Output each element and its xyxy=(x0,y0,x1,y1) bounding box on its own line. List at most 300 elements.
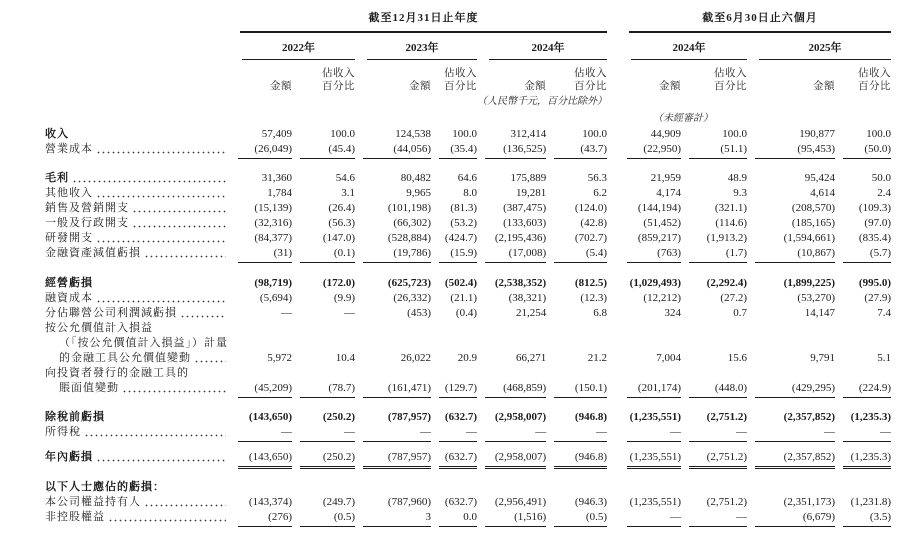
label-column-header xyxy=(45,12,230,33)
cell-pct-of-revenue: (27.9) xyxy=(864,292,891,304)
dot-leader xyxy=(144,254,226,258)
cell-amount: (276) xyxy=(230,510,292,527)
table-row xyxy=(45,159,891,186)
column-gap xyxy=(607,469,619,495)
cell-amount: — xyxy=(619,510,681,527)
table-row xyxy=(45,201,891,216)
cell-pct-of-revenue: (2,751.2) xyxy=(681,442,747,469)
column-gap xyxy=(607,231,619,246)
cell-amount xyxy=(619,336,681,351)
cell-amount: (2,357,852) xyxy=(747,442,835,469)
cell-amount: 26,022 xyxy=(400,352,431,364)
cell-pct-of-revenue: (448.0) xyxy=(681,381,747,398)
cell-pct-of-revenue: (502.4) xyxy=(444,277,477,289)
cell-pct-of-revenue: 56.3 xyxy=(587,172,607,184)
unaudited-note: （未經審計） xyxy=(653,113,713,124)
cell-amount: (763) xyxy=(619,246,681,263)
amount-header: 金額 xyxy=(659,81,681,92)
row-label: 其他收入 xyxy=(45,186,230,201)
cell-pct-of-revenue: (224.9) xyxy=(835,381,891,398)
cell-amount: (1,235,551) xyxy=(629,496,681,508)
table-row xyxy=(45,495,891,510)
table-row xyxy=(45,127,891,142)
cell-pct-of-revenue: (15.9) xyxy=(431,246,477,263)
cell-pct-of-revenue xyxy=(546,366,607,381)
cell-pct-of-revenue xyxy=(681,321,747,336)
cell-amount: (26,332) xyxy=(393,292,431,304)
cell-pct-of-revenue xyxy=(546,469,607,495)
cell-amount: 4,174 xyxy=(656,187,681,199)
cell-pct-of-revenue: 54.6 xyxy=(335,172,355,184)
cell-amount: 190,877 xyxy=(799,128,835,140)
cell-pct-of-revenue xyxy=(681,336,747,351)
cell-pct-of-revenue: (946.8) xyxy=(546,442,607,469)
cell-pct-of-revenue: (109.3) xyxy=(858,202,891,214)
column-gap xyxy=(607,306,619,321)
dot-leader xyxy=(96,239,226,243)
cell-amount: 312,414 xyxy=(510,128,547,140)
cell-amount xyxy=(477,469,546,495)
dot-leader xyxy=(194,359,226,363)
table-row xyxy=(45,142,891,159)
cell-amount xyxy=(747,366,835,381)
cell-amount: — xyxy=(619,425,681,442)
cell-amount: (387,475) xyxy=(503,202,547,214)
cell-pct-of-revenue: (35.4) xyxy=(431,142,477,159)
cell-pct-of-revenue: 20.9 xyxy=(457,352,477,364)
cell-amount xyxy=(619,469,681,495)
cell-amount: (2,958,007) xyxy=(477,442,546,469)
cell-amount: (10,867) xyxy=(747,246,835,263)
cell-pct-of-revenue xyxy=(835,366,891,381)
table-row xyxy=(45,425,891,442)
cell-pct-of-revenue: (0.1) xyxy=(292,246,355,263)
table-body xyxy=(45,127,891,527)
dot-leader xyxy=(122,389,226,393)
row-label: 融資成本 xyxy=(45,291,230,306)
cell-amount: 44,909 xyxy=(650,128,681,140)
table-row xyxy=(45,469,891,495)
cell-amount: 19,281 xyxy=(515,187,547,199)
cell-pct-of-revenue: (150.1) xyxy=(546,381,607,398)
cell-amount: (143,374) xyxy=(248,496,292,508)
cell-pct-of-revenue: 0.7 xyxy=(733,307,747,319)
cell-pct-of-revenue xyxy=(546,336,607,351)
cell-amount: (859,217) xyxy=(637,232,681,244)
cell-pct-of-revenue: (1,913.2) xyxy=(706,232,747,244)
cell-amount xyxy=(355,321,431,336)
column-gap xyxy=(607,442,619,469)
financial-table xyxy=(45,12,891,527)
cell-pct-of-revenue: 100.0 xyxy=(582,128,607,140)
table-row xyxy=(45,246,891,263)
cell-pct-of-revenue xyxy=(431,366,477,381)
table-row xyxy=(45,442,891,469)
cell-amount: 80,482 xyxy=(400,172,431,184)
cell-amount: (1,235,551) xyxy=(619,442,681,469)
cell-amount: (31) xyxy=(230,246,292,263)
cell-pct-of-revenue: (5.7) xyxy=(835,246,891,263)
cell-pct-of-revenue: 15.6 xyxy=(727,352,747,364)
cell-amount: 124,538 xyxy=(395,128,431,140)
cell-amount xyxy=(230,469,292,495)
cell-pct-of-revenue: (0.4) xyxy=(455,307,477,319)
cell-amount: 5,972 xyxy=(267,352,292,364)
pct-of-revenue-header: 佔收入 百分比 xyxy=(444,68,477,92)
column-gap xyxy=(607,425,619,442)
unaudited-note-row xyxy=(45,110,891,127)
cell-amount: (19,786) xyxy=(355,246,431,263)
cell-pct-of-revenue: (3.5) xyxy=(835,510,891,527)
row-label: 所得稅 xyxy=(45,425,230,440)
row-label: 除稅前虧損 xyxy=(45,411,105,423)
cell-pct-of-revenue: 6.2 xyxy=(593,187,607,199)
column-gap xyxy=(607,366,619,381)
cell-amount: (51,452) xyxy=(643,217,681,229)
cell-pct-of-revenue: (0.5) xyxy=(292,510,355,527)
column-gap xyxy=(607,12,619,33)
cell-amount: (2,956,491) xyxy=(494,496,547,508)
cell-pct-of-revenue: 0.0 xyxy=(431,510,477,527)
cell-amount xyxy=(355,336,431,351)
cell-pct-of-revenue: — xyxy=(431,425,477,442)
cell-pct-of-revenue: 2.4 xyxy=(877,187,891,199)
cell-pct-of-revenue: (946.8) xyxy=(574,411,607,423)
cell-amount: (528,884) xyxy=(387,232,431,244)
table-row xyxy=(45,216,891,231)
row-label: 收入 xyxy=(45,128,69,140)
table-row xyxy=(45,231,891,246)
cell-amount: (32,316) xyxy=(254,217,292,229)
amount-header: 金額 xyxy=(270,81,292,92)
column-gap xyxy=(607,127,619,142)
cell-amount: 57,409 xyxy=(261,128,292,140)
cell-pct-of-revenue xyxy=(292,336,355,351)
cell-amount: (26,049) xyxy=(230,142,292,159)
cell-pct-of-revenue: (702.7) xyxy=(574,232,607,244)
row-label: 營業成本 xyxy=(45,142,230,157)
cell-pct-of-revenue: 100.0 xyxy=(452,128,477,140)
column-gap xyxy=(607,246,619,263)
cell-pct-of-revenue: — xyxy=(835,425,891,442)
currency-note: （人民幣千元，百分比除外） xyxy=(477,96,607,107)
amount-header: 金額 xyxy=(524,81,547,92)
cell-pct-of-revenue: (26.4) xyxy=(328,202,355,214)
cell-pct-of-revenue: — xyxy=(292,425,355,442)
cell-pct-of-revenue: (50.0) xyxy=(835,142,891,159)
period-group-title: 截至6月30日止六個月 xyxy=(629,12,891,33)
cell-pct-of-revenue xyxy=(431,336,477,351)
cell-pct-of-revenue: (2,292.4) xyxy=(706,277,747,289)
year-header: 2024年 xyxy=(477,33,607,60)
cell-amount: (101,198) xyxy=(387,202,431,214)
amount-header: 金額 xyxy=(813,81,835,92)
cell-amount: (185,165) xyxy=(791,217,835,229)
cell-pct-of-revenue: (27.2) xyxy=(720,292,747,304)
cell-pct-of-revenue: (995.0) xyxy=(858,277,891,289)
cell-amount: (2,351,173) xyxy=(783,496,835,508)
cell-pct-of-revenue: (9.9) xyxy=(333,292,355,304)
cell-amount: (22,950) xyxy=(619,142,681,159)
cell-amount: (787,957) xyxy=(387,411,431,423)
column-gap xyxy=(607,291,619,306)
cell-pct-of-revenue xyxy=(835,321,891,336)
cell-amount: — xyxy=(747,425,835,442)
cell-pct-of-revenue: (2,751.2) xyxy=(706,496,747,508)
cell-amount xyxy=(355,366,431,381)
cell-pct-of-revenue: (129.7) xyxy=(431,381,477,398)
cell-pct-of-revenue: (632.7) xyxy=(431,442,477,469)
year-header: 2023年 xyxy=(355,33,477,60)
row-label: 以下人士應佔的虧損： xyxy=(45,481,165,493)
row-label: 金融資產減值虧損 xyxy=(45,246,230,261)
cell-amount: (133,603) xyxy=(503,217,547,229)
year-header: 2024年 xyxy=(619,33,747,60)
cell-amount: (84,377) xyxy=(254,232,292,244)
table-row xyxy=(45,291,891,306)
column-gap xyxy=(607,321,619,336)
cell-amount: — xyxy=(477,425,546,442)
cell-pct-of-revenue: 3.1 xyxy=(341,187,355,199)
table-row xyxy=(45,381,891,398)
pct-of-revenue-header: 佔收入 百分比 xyxy=(858,68,891,92)
cell-pct-of-revenue: (1,235.3) xyxy=(850,411,891,423)
cell-pct-of-revenue: (42.8) xyxy=(580,217,607,229)
cell-amount: 7,004 xyxy=(656,352,681,364)
cell-amount: (66,302) xyxy=(393,217,431,229)
cell-amount: 1,784 xyxy=(267,187,292,199)
dot-leader xyxy=(144,503,226,507)
table-row xyxy=(45,366,891,381)
cell-amount xyxy=(230,366,292,381)
table-row xyxy=(45,398,891,425)
column-gap xyxy=(607,33,619,60)
cell-amount: (15,139) xyxy=(254,202,292,214)
cell-amount xyxy=(477,336,546,351)
cell-amount: (6,679) xyxy=(747,510,835,527)
cell-pct-of-revenue: 5.1 xyxy=(877,352,891,364)
cell-pct-of-revenue xyxy=(431,321,477,336)
cell-pct-of-revenue: (43.7) xyxy=(546,142,607,159)
cell-amount: (143,650) xyxy=(248,411,292,423)
year-header: 2022年 xyxy=(230,33,355,60)
cell-pct-of-revenue: (172.0) xyxy=(322,277,355,289)
cell-amount: (5,694) xyxy=(259,292,292,304)
dot-leader xyxy=(96,150,226,154)
cell-pct-of-revenue xyxy=(835,469,891,495)
cell-pct-of-revenue: — xyxy=(546,425,607,442)
cell-amount: 175,889 xyxy=(510,172,547,184)
cell-pct-of-revenue xyxy=(292,469,355,495)
cell-pct-of-revenue: (321.1) xyxy=(714,202,747,214)
cell-amount: 3 xyxy=(355,510,431,527)
cell-amount: 66,271 xyxy=(515,352,547,364)
cell-amount: (208,570) xyxy=(791,202,835,214)
cell-amount: (453) xyxy=(407,307,431,319)
cell-amount: (45,209) xyxy=(230,381,292,398)
column-header-row xyxy=(45,60,891,93)
table-row xyxy=(45,186,891,201)
cell-pct-of-revenue: (2,751.2) xyxy=(706,411,747,423)
cell-pct-of-revenue: (835.4) xyxy=(858,232,891,244)
cell-pct-of-revenue xyxy=(681,366,747,381)
column-gap xyxy=(607,159,619,186)
column-gap xyxy=(607,510,619,527)
cell-pct-of-revenue: (632.7) xyxy=(444,411,477,423)
cell-pct-of-revenue: (97.0) xyxy=(864,217,891,229)
cell-pct-of-revenue: 100.0 xyxy=(330,128,355,140)
cell-pct-of-revenue: 64.6 xyxy=(457,172,477,184)
cell-amount: — xyxy=(355,425,431,442)
cell-amount: (2,195,436) xyxy=(494,232,547,244)
cell-amount: — xyxy=(281,307,292,319)
cell-pct-of-revenue: 21.2 xyxy=(587,352,607,364)
cell-amount: 4,614 xyxy=(810,187,835,199)
cell-amount xyxy=(230,321,292,336)
cell-amount xyxy=(477,366,546,381)
cell-pct-of-revenue: 100.0 xyxy=(866,128,891,140)
column-gap xyxy=(607,495,619,510)
dot-leader xyxy=(132,224,226,228)
column-gap xyxy=(607,336,619,351)
column-gap xyxy=(607,351,619,366)
cell-amount xyxy=(619,366,681,381)
cell-amount: (201,174) xyxy=(619,381,681,398)
cell-pct-of-revenue: (1.7) xyxy=(681,246,747,263)
cell-amount: (787,960) xyxy=(387,496,431,508)
year-header: 2025年 xyxy=(747,33,891,60)
cell-pct-of-revenue: (21.1) xyxy=(450,292,477,304)
row-label: 分佔聯營公司利潤減虧損 xyxy=(45,306,230,321)
cell-pct-of-revenue: (812.5) xyxy=(574,277,607,289)
cell-amount: 324 xyxy=(664,307,681,319)
cell-pct-of-revenue: (424.7) xyxy=(444,232,477,244)
cell-amount: (787,957) xyxy=(355,442,431,469)
dot-leader xyxy=(132,209,226,213)
cell-pct-of-revenue: (250.2) xyxy=(292,442,355,469)
dot-leader xyxy=(96,194,226,198)
row-label: 經營虧損 xyxy=(45,277,93,289)
period-group-annual xyxy=(230,12,607,33)
dot-leader xyxy=(96,299,226,303)
cell-pct-of-revenue: 8.0 xyxy=(463,187,477,199)
cell-pct-of-revenue xyxy=(431,469,477,495)
cell-pct-of-revenue: 100.0 xyxy=(722,128,747,140)
cell-pct-of-revenue: (1,235.3) xyxy=(835,442,891,469)
pct-of-revenue-header: 佔收入 百分比 xyxy=(322,68,355,92)
column-gap xyxy=(607,216,619,231)
row-label: 向投資者發行的金融工具的 xyxy=(45,367,189,379)
cell-amount: 9,965 xyxy=(406,187,431,199)
row-label: 的金融工具公允價值變動 xyxy=(45,351,230,366)
cell-pct-of-revenue: — xyxy=(681,510,747,527)
cell-pct-of-revenue xyxy=(292,366,355,381)
cell-pct-of-revenue: 48.9 xyxy=(727,172,747,184)
column-gap xyxy=(607,381,619,398)
cell-pct-of-revenue: (0.5) xyxy=(546,510,607,527)
cell-pct-of-revenue: (78.7) xyxy=(292,381,355,398)
cell-pct-of-revenue: (946.3) xyxy=(574,496,607,508)
cell-amount xyxy=(747,336,835,351)
label-column-header xyxy=(45,33,230,60)
amount-header: 金額 xyxy=(409,81,431,92)
row-label: 銷售及營銷開支 xyxy=(45,201,230,216)
row-label: 按公允價值計入損益 xyxy=(45,322,153,334)
row-label: 非控股權益 xyxy=(45,510,230,525)
cell-pct-of-revenue: 10.4 xyxy=(335,352,355,364)
cell-amount: (468,859) xyxy=(477,381,546,398)
dot-leader xyxy=(72,179,226,183)
cell-amount: (12,212) xyxy=(643,292,681,304)
dot-leader xyxy=(96,458,226,462)
cell-pct-of-revenue: (56.3) xyxy=(328,217,355,229)
cell-pct-of-revenue: (45.4) xyxy=(292,142,355,159)
table-row xyxy=(45,263,891,291)
row-label: 年內虧損 xyxy=(45,442,230,465)
period-group-title: 截至12月31日止年度 xyxy=(240,12,607,33)
cell-amount: (1,899,225) xyxy=(783,277,835,289)
cell-pct-of-revenue: (114.6) xyxy=(715,217,747,229)
cell-amount: (625,723) xyxy=(387,277,431,289)
column-gap xyxy=(607,142,619,159)
cell-pct-of-revenue: 50.0 xyxy=(871,172,891,184)
period-group-interim xyxy=(619,12,891,33)
cell-amount: (53,270) xyxy=(797,292,835,304)
cell-amount: (98,719) xyxy=(254,277,292,289)
cell-amount xyxy=(619,321,681,336)
cell-amount: (17,008) xyxy=(477,246,546,263)
table-row xyxy=(45,351,891,366)
cell-amount: (144,194) xyxy=(637,202,681,214)
cell-pct-of-revenue: (147.0) xyxy=(322,232,355,244)
dot-leader xyxy=(108,518,226,522)
cell-amount: 95,424 xyxy=(804,172,835,184)
cell-pct-of-revenue: — xyxy=(681,425,747,442)
cell-amount: (44,056) xyxy=(355,142,431,159)
dot-leader xyxy=(84,433,226,437)
cell-amount xyxy=(477,321,546,336)
cell-pct-of-revenue xyxy=(681,469,747,495)
pct-of-revenue-header: 佔收入 百分比 xyxy=(714,68,747,92)
cell-amount xyxy=(747,469,835,495)
column-gap xyxy=(607,263,619,291)
cell-amount: (161,471) xyxy=(355,381,431,398)
dot-leader xyxy=(180,314,226,318)
cell-amount: 9,791 xyxy=(810,352,835,364)
cell-pct-of-revenue: (5.4) xyxy=(546,246,607,263)
cell-pct-of-revenue: 6.8 xyxy=(593,307,607,319)
cell-pct-of-revenue xyxy=(835,336,891,351)
cell-amount: (38,321) xyxy=(508,292,547,304)
cell-pct-of-revenue: (12.3) xyxy=(580,292,607,304)
cell-amount: (1,594,661) xyxy=(783,232,835,244)
row-label: 毛利 xyxy=(45,159,230,186)
cell-amount: (1,029,493) xyxy=(629,277,681,289)
cell-pct-of-revenue: — xyxy=(344,307,355,319)
table-row xyxy=(45,306,891,321)
cell-pct-of-revenue: (81.3) xyxy=(450,202,477,214)
row-label: 本公司權益持有人 xyxy=(45,495,230,510)
cell-amount: — xyxy=(230,425,292,442)
period-group-row xyxy=(45,12,891,33)
cell-amount: 14,147 xyxy=(804,307,835,319)
label-column-header xyxy=(45,60,230,93)
cell-amount: (136,525) xyxy=(477,142,546,159)
cell-amount: 21,959 xyxy=(650,172,681,184)
row-label: 研發開支 xyxy=(45,231,230,246)
cell-amount: (2,958,007) xyxy=(494,411,547,423)
cell-amount: (143,650) xyxy=(230,442,292,469)
